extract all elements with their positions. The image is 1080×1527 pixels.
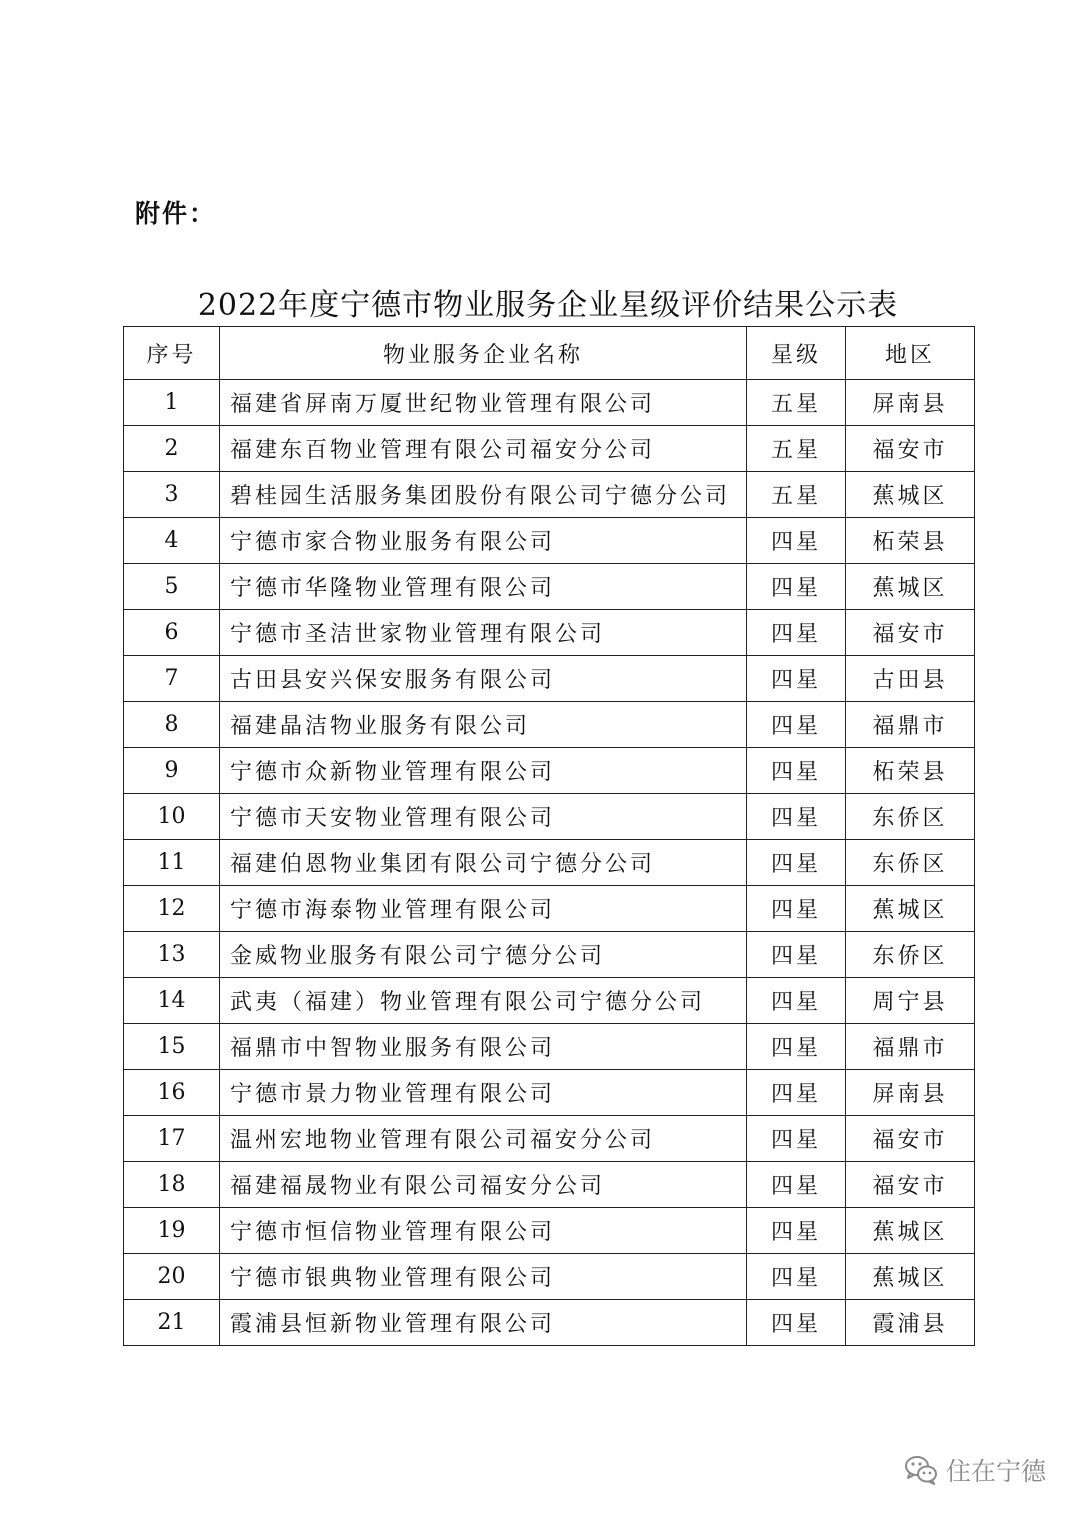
table-row bbox=[124, 518, 975, 564]
region: 福鼎市 bbox=[846, 1024, 975, 1070]
table-row bbox=[124, 610, 975, 656]
region: 霞浦县 bbox=[846, 1300, 975, 1346]
results-table bbox=[123, 326, 975, 1346]
star-rating: 四星 bbox=[747, 1300, 846, 1346]
star-rating: 四星 bbox=[747, 1254, 846, 1300]
company-name: 福建省屏南万厦世纪物业管理有限公司 bbox=[220, 380, 747, 426]
row-number: 4 bbox=[124, 518, 220, 564]
star-rating: 四星 bbox=[747, 656, 846, 702]
table-row bbox=[124, 656, 975, 702]
star-rating: 四星 bbox=[747, 1024, 846, 1070]
company-name: 宁德市景力物业管理有限公司 bbox=[220, 1070, 747, 1116]
row-number: 18 bbox=[124, 1162, 220, 1208]
company-name: 温州宏地物业管理有限公司福安分公司 bbox=[220, 1116, 747, 1162]
company-name: 宁德市圣洁世家物业管理有限公司 bbox=[220, 610, 747, 656]
company-name: 福建东百物业管理有限公司福安分公司 bbox=[220, 426, 747, 472]
table-row bbox=[124, 564, 975, 610]
row-number: 15 bbox=[124, 1024, 220, 1070]
star-rating: 四星 bbox=[747, 1070, 846, 1116]
row-number: 10 bbox=[124, 794, 220, 840]
table-row bbox=[124, 702, 975, 748]
table-row bbox=[124, 748, 975, 794]
row-number: 3 bbox=[124, 472, 220, 518]
row-number: 13 bbox=[124, 932, 220, 978]
row-number: 1 bbox=[124, 380, 220, 426]
row-number: 14 bbox=[124, 978, 220, 1024]
star-rating: 四星 bbox=[747, 840, 846, 886]
row-number: 9 bbox=[124, 748, 220, 794]
region: 古田县 bbox=[846, 656, 975, 702]
star-rating: 四星 bbox=[747, 564, 846, 610]
region: 蕉城区 bbox=[846, 1254, 975, 1300]
star-rating: 四星 bbox=[747, 1208, 846, 1254]
company-name: 霞浦县恒新物业管理有限公司 bbox=[220, 1300, 747, 1346]
document-title: 2022年度宁德市物业服务企业星级评价结果公示表 bbox=[197, 288, 899, 323]
table-row bbox=[124, 1300, 975, 1346]
star-rating: 四星 bbox=[747, 702, 846, 748]
company-name: 福建晶洁物业服务有限公司 bbox=[220, 702, 747, 748]
table-row bbox=[124, 472, 975, 518]
company-name: 碧桂园生活服务集团股份有限公司宁德分公司 bbox=[220, 472, 747, 518]
wechat-icon bbox=[904, 1455, 938, 1485]
table-row bbox=[124, 1162, 975, 1208]
company-name: 武夷（福建）物业管理有限公司宁德分公司 bbox=[220, 978, 747, 1024]
region: 蕉城区 bbox=[846, 886, 975, 932]
region: 福安市 bbox=[846, 1116, 975, 1162]
region: 福安市 bbox=[846, 426, 975, 472]
row-number: 20 bbox=[124, 1254, 220, 1300]
row-number: 7 bbox=[124, 656, 220, 702]
table-row bbox=[124, 1070, 975, 1116]
row-number: 5 bbox=[124, 564, 220, 610]
row-number: 19 bbox=[124, 1208, 220, 1254]
company-name: 宁德市众新物业管理有限公司 bbox=[220, 748, 747, 794]
region: 东侨区 bbox=[846, 932, 975, 978]
header-row bbox=[124, 327, 975, 380]
star-rating: 四星 bbox=[747, 748, 846, 794]
region: 蕉城区 bbox=[846, 1208, 975, 1254]
star-rating: 四星 bbox=[747, 978, 846, 1024]
region: 福安市 bbox=[846, 610, 975, 656]
region: 蕉城区 bbox=[846, 472, 975, 518]
region: 周宁县 bbox=[846, 978, 975, 1024]
company-name: 福建伯恩物业集团有限公司宁德分公司 bbox=[220, 840, 747, 886]
table-row bbox=[124, 1208, 975, 1254]
attachment-label: 附件： bbox=[135, 199, 217, 228]
table-row bbox=[124, 380, 975, 426]
region: 东侨区 bbox=[846, 794, 975, 840]
star-rating: 四星 bbox=[747, 518, 846, 564]
company-name: 福建福晟物业有限公司福安分公司 bbox=[220, 1162, 747, 1208]
table-row bbox=[124, 426, 975, 472]
star-rating: 四星 bbox=[747, 886, 846, 932]
company-name: 金威物业服务有限公司宁德分公司 bbox=[220, 932, 747, 978]
row-number: 17 bbox=[124, 1116, 220, 1162]
star-rating: 四星 bbox=[747, 1162, 846, 1208]
star-rating: 五星 bbox=[747, 426, 846, 472]
region: 东侨区 bbox=[846, 840, 975, 886]
table-body bbox=[124, 380, 975, 1346]
watermark bbox=[904, 1452, 1046, 1488]
company-name: 古田县安兴保安服务有限公司 bbox=[220, 656, 747, 702]
table-row bbox=[124, 978, 975, 1024]
table-row bbox=[124, 932, 975, 978]
region: 福安市 bbox=[846, 1162, 975, 1208]
row-number: 6 bbox=[124, 610, 220, 656]
star-rating: 五星 bbox=[747, 472, 846, 518]
table-row bbox=[124, 1024, 975, 1070]
header-star-rating: 星级 bbox=[747, 327, 846, 380]
company-name: 宁德市天安物业管理有限公司 bbox=[220, 794, 747, 840]
company-name: 宁德市家合物业服务有限公司 bbox=[220, 518, 747, 564]
table-header bbox=[124, 327, 975, 380]
table-row bbox=[124, 886, 975, 932]
company-name: 宁德市海泰物业管理有限公司 bbox=[220, 886, 747, 932]
company-name: 宁德市恒信物业管理有限公司 bbox=[220, 1208, 747, 1254]
row-number: 16 bbox=[124, 1070, 220, 1116]
row-number: 21 bbox=[124, 1300, 220, 1346]
row-number: 11 bbox=[124, 840, 220, 886]
table-row bbox=[124, 840, 975, 886]
row-number: 2 bbox=[124, 426, 220, 472]
table-row bbox=[124, 794, 975, 840]
row-number: 12 bbox=[124, 886, 220, 932]
star-rating: 四星 bbox=[747, 932, 846, 978]
company-name: 宁德市华隆物业管理有限公司 bbox=[220, 564, 747, 610]
region: 福鼎市 bbox=[846, 702, 975, 748]
region: 柘荣县 bbox=[846, 748, 975, 794]
star-rating: 四星 bbox=[747, 1116, 846, 1162]
row-number: 8 bbox=[124, 702, 220, 748]
header-region: 地区 bbox=[846, 327, 975, 380]
table-row bbox=[124, 1116, 975, 1162]
company-name: 宁德市银典物业管理有限公司 bbox=[220, 1254, 747, 1300]
star-rating: 四星 bbox=[747, 610, 846, 656]
region: 屏南县 bbox=[846, 1070, 975, 1116]
star-rating: 五星 bbox=[747, 380, 846, 426]
star-rating: 四星 bbox=[747, 794, 846, 840]
table-row bbox=[124, 1254, 975, 1300]
region: 蕉城区 bbox=[846, 564, 975, 610]
watermark-text: 住在宁德 bbox=[945, 1457, 1046, 1486]
region: 屏南县 bbox=[846, 380, 975, 426]
header-company-name: 物业服务企业名称 bbox=[220, 327, 747, 380]
header-number: 序号 bbox=[124, 327, 220, 380]
region: 柘荣县 bbox=[846, 518, 975, 564]
company-name: 福鼎市中智物业服务有限公司 bbox=[220, 1024, 747, 1070]
